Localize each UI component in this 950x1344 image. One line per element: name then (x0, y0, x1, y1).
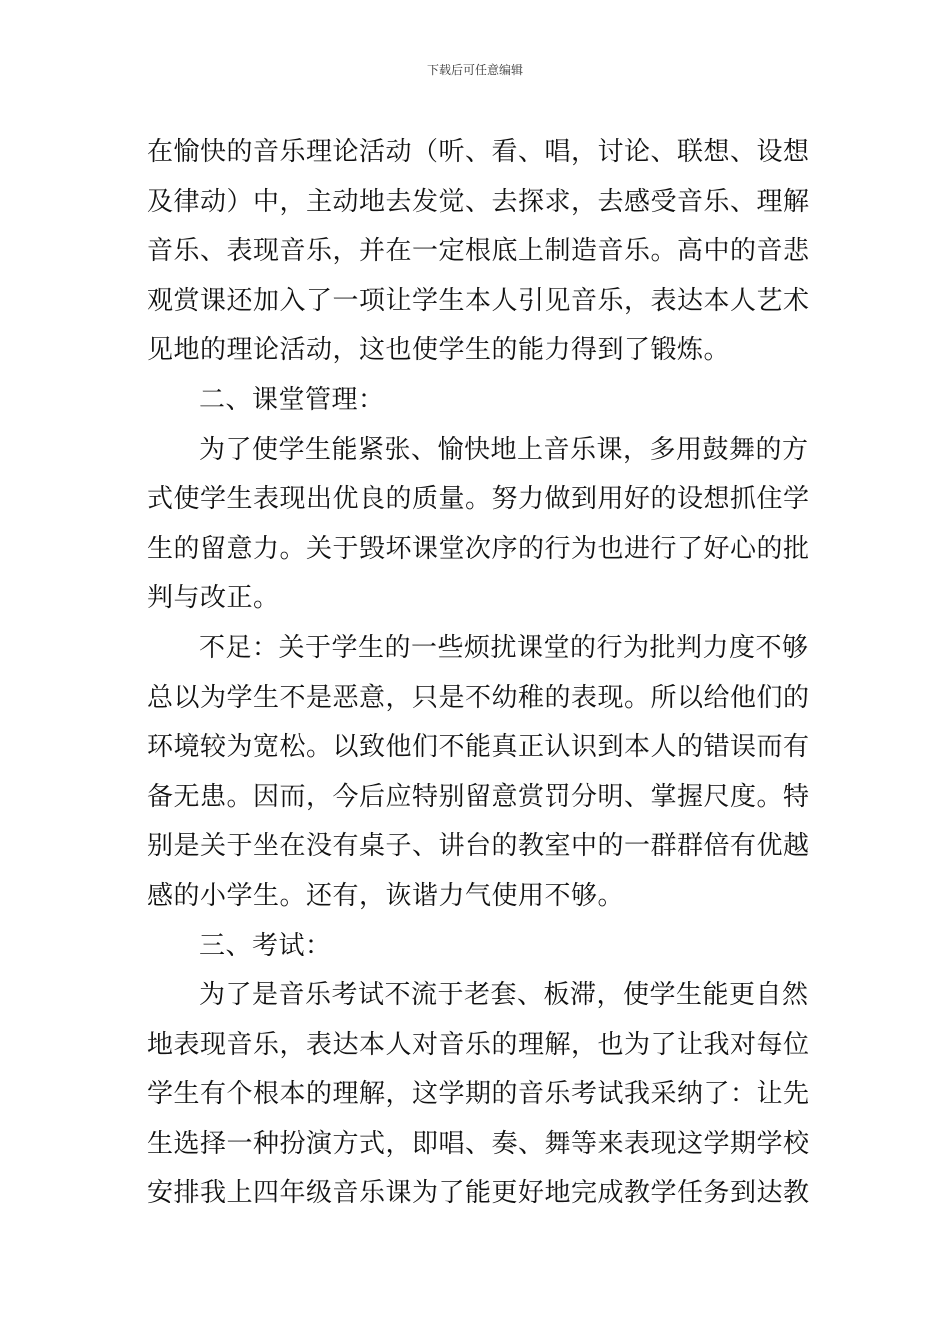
text-line: 观赏课还加入了一项让学生本人引见音乐，表达本人艺术 (147, 285, 810, 316)
text-line: 判与改正。 (147, 583, 280, 614)
text-line: 别是关于坐在没有桌子、讲台的教室中的一群群倍有优越 (147, 831, 810, 862)
text-line: 感的小学生。还有，诙谐力气使用不够。 (147, 880, 625, 911)
text-line: 备无患。因而，今后应特别留意赏罚分明、掌握尺度。特 (147, 781, 810, 812)
text-line: 二、课堂管理： (199, 384, 385, 415)
text-line: 音乐、表现音乐，并在一定根底上制造音乐。高中的音悲 (147, 236, 810, 267)
text-line: 为了是音乐考试不流于老套、板滞，使学生能更自然 (199, 980, 809, 1011)
text-line: 三、考试： (199, 930, 332, 961)
text-line: 学生有个根本的理解，这学期的音乐考试我采纳了：让先 (147, 1079, 810, 1110)
text-line: 安排我上四年级音乐课为了能更好地完成教学任务到达教 (147, 1178, 810, 1209)
text-line: 在愉快的音乐理论活动（听、看、唱，讨论、联想、设想 (147, 137, 810, 167)
text-line: 为了使学生能紧张、愉快地上音乐课，多用鼓舞的方 (199, 434, 809, 465)
text-line: 生选择一种扮演方式，即唱、奏、舞等来表现这学期学校 (147, 1128, 810, 1159)
text-line: 不足：关于学生的一些烦扰课堂的行为批判力度不够 (199, 632, 809, 663)
text-line: 见地的理论活动，这也使学生的能力得到了锻炼。 (147, 335, 731, 366)
text-line: 环境较为宽松。以致他们不能真正认识到本人的错误而有 (147, 732, 810, 763)
page-header: 下载后可任意编辑 (426, 63, 523, 77)
text-line: 式使学生表现出优良的质量。努力做到用好的设想抓住学 (147, 484, 810, 515)
text-line: 总以为学生不是恶意，只是不幼稚的表现。所以给他们的 (147, 682, 810, 713)
text-line: 及律动）中，主动地去发觉、去探求，去感受音乐、理解 (147, 186, 810, 217)
text-line: 地表现音乐，表达本人对音乐的理解，也为了让我对每位 (147, 1029, 810, 1060)
body-text (147, 128, 810, 1219)
text-line: 生的留意力。关于毁坏课堂次序的行为也进行了好心的批 (147, 533, 810, 564)
